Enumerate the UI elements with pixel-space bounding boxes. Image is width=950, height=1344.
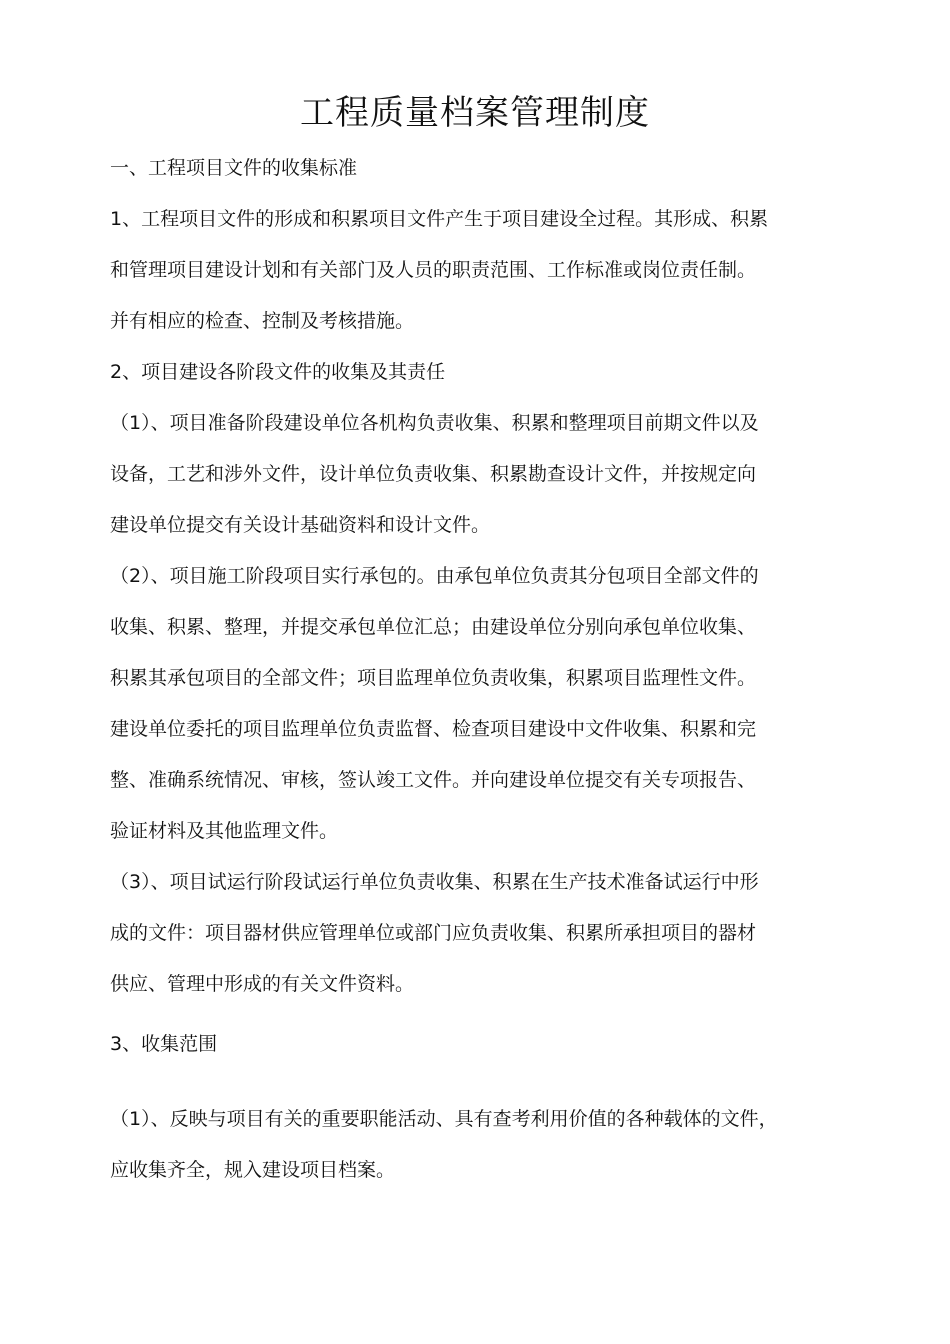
section-heading-2 <box>110 347 850 398</box>
paragraph-2-1 <box>110 398 850 551</box>
text-line: 1、工程项目文件的形成和积累项目文件产生于项目建设全过程。其形成、积累 <box>110 208 769 230</box>
text-line: 成的文件：项目器材供应管理单位或部门应负责收集、积累所承担项目的器材 <box>110 922 757 944</box>
text-line: 建设单位提交有关设计基础资料和设计文件。 <box>110 514 491 536</box>
text-line: 2、项目建设各阶段文件的收集及其责任 <box>110 361 446 383</box>
text-line: 收集、积累、整理，并提交承包单位汇总；由建设单位分别向承包单位收集、 <box>110 616 757 638</box>
text-line: 和管理项目建设计划和有关部门及人员的职责范围、工作标准或岗位责任制。 <box>110 259 757 281</box>
text-line: 整、准确系统情况、审核，签认竣工文件。并向建设单位提交有关专项报告、 <box>110 769 757 791</box>
text-line: （1）、项目准备阶段建设单位各机构负责收集、积累和整理项目前期文件以及 <box>110 412 759 434</box>
paragraph-3-1 <box>110 1094 850 1196</box>
text-line: 应收集齐全，规入建设项目档案。 <box>110 1159 396 1181</box>
text-line: （1）、反映与项目有关的重要职能活动、具有查考利用价值的各种载体的文件， <box>110 1108 778 1130</box>
text-line: 供应、管理中形成的有关文件资料。 <box>110 973 415 995</box>
text-line: （3）、项目试运行阶段试运行单位负责收集、积累在生产技术准备试运行中形 <box>110 871 759 893</box>
text-line: 验证材料及其他监理文件。 <box>110 820 339 842</box>
document-title: 工程质量档案管理制度 <box>300 93 650 133</box>
text-line: 3、收集范围 <box>110 1033 218 1055</box>
text-line: 一、工程项目文件的收集标准 <box>110 157 358 179</box>
text-line: 积累其承包项目的全部文件；项目监理单位负责收集，积累项目监理性文件。 <box>110 667 757 689</box>
paragraph-1 <box>110 194 850 347</box>
section-heading-3 <box>110 1019 850 1070</box>
text-line: 并有相应的检查、控制及考核措施。 <box>110 310 415 332</box>
paragraph-2-2 <box>110 551 850 857</box>
text-line: （2）、项目施工阶段项目实行承包的。由承包单位负责其分包项目全部文件的 <box>110 565 759 587</box>
text-line: 设备，工艺和涉外文件，设计单位负责收集、积累勘查设计文件，并按规定向 <box>110 463 757 485</box>
paragraph-2-3 <box>110 857 850 1010</box>
section-heading-1 <box>110 143 850 194</box>
text-line: 建设单位委托的项目监理单位负责监督、检查项目建设中文件收集、积累和完 <box>110 718 757 740</box>
